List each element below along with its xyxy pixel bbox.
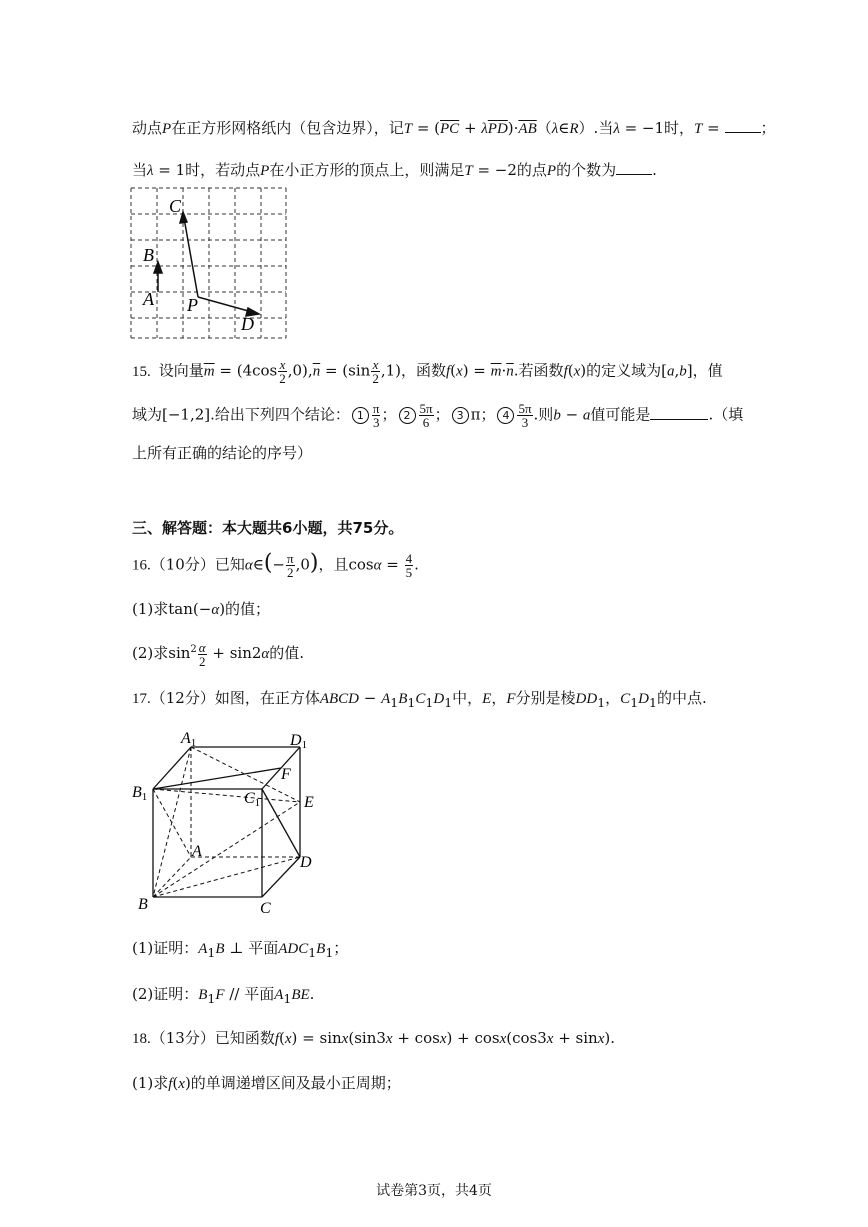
q15-line3: 上所有正确的结论的序号） bbox=[132, 444, 313, 462]
q16-line1: 16.（10分）已知α∈(− $\frac{\pi}{2}$ ,0)，且cosα = $\frac{4}{5}$ . bbox=[132, 550, 419, 580]
cube-label-B: B bbox=[138, 896, 148, 913]
q17-p2: (2)证明：$B_1F$ // 平面$A_1BE$. bbox=[132, 985, 315, 1006]
grid-label-B: B bbox=[143, 245, 154, 265]
cube-label-A1: A1 bbox=[181, 730, 197, 749]
cube-label-B1: B1 bbox=[132, 784, 148, 803]
cube-label-D: D bbox=[300, 854, 312, 871]
q17-line1: 17.（12分）如图，在正方体ABCD − $A_1B_1C_1D_1$中，E，F分别是棱$DD_1$，$C_1D_1$的中点. bbox=[132, 689, 707, 710]
grid-label-A: A bbox=[143, 289, 154, 309]
cube-label-C: C bbox=[260, 900, 271, 917]
q17-p1: (1)证明：$A_1B$ ⊥ 平面$ADC_1B_1$； bbox=[132, 939, 349, 960]
answer-blank[interactable] bbox=[650, 405, 708, 420]
cube-label-D1: D1 bbox=[290, 732, 308, 751]
q15-line1: 15. 设向量$\overline{m} = (4\cos$ $\frac{x}{2}$ $,0),\overline{n} = (\sin$ $\frac{x}{2}$ ,1)，函数$f(x) = \overline{m}\cdot\overline{n}$.若函数f(x)的定义域为[a,b]，值 bbox=[132, 357, 723, 386]
grid-label-C: C bbox=[169, 196, 182, 216]
q18-p1: (1)求f(x)的单调递增区间及最小正周期； bbox=[132, 1074, 401, 1092]
cube-label-A: A bbox=[192, 843, 202, 860]
cube-label-F: F bbox=[281, 766, 291, 783]
q16-p2: (2)求$\sin^2$ $\frac{\alpha}{2}$ + sin2α的值. bbox=[132, 639, 305, 669]
page-footer: 试卷第3页，共4页 bbox=[376, 1183, 492, 1199]
cube-figure bbox=[128, 725, 328, 920]
cube-label-E: E bbox=[304, 794, 314, 811]
answer-blank[interactable] bbox=[725, 118, 761, 133]
section-heading: 三、解答题：本大题共6小题，共75分。 bbox=[132, 519, 404, 537]
q15-line2: 域为[−1,2].给出下列四个结论： 1 $\frac{\pi}{3}$ ； 2 $\frac{5\pi}{6}$ ； 3 π； 4 $\frac{5\pi}{3}$ .则b − a值可能是 .（填 bbox=[132, 401, 744, 430]
q16-p1: (1)求tan(−α)的值； bbox=[132, 600, 271, 618]
cube-label-C1: C1 bbox=[244, 790, 261, 809]
grid-figure bbox=[128, 185, 293, 343]
q14-line2: 当λ = 1时，若动点P在小正方形的顶点上，则满足T = −2的点P的个数为 . bbox=[132, 161, 657, 179]
grid-label-P: P bbox=[187, 295, 198, 315]
grid-label-D: D bbox=[241, 314, 254, 334]
q14-line1: 动点P在正方形网格纸内（包含边界），记$T = (\overline{PC}$ + $\lambda\overline{PD})\cdot\overline{AB}(\lambda\in R)$.当λ = −1时，T = ； bbox=[132, 119, 776, 137]
answer-blank[interactable] bbox=[616, 160, 652, 175]
q18-line1: 18.（13分）已知函数f(x) = sinx(sin3x + cosx) + cosx(cos3x + sinx). bbox=[132, 1029, 616, 1047]
